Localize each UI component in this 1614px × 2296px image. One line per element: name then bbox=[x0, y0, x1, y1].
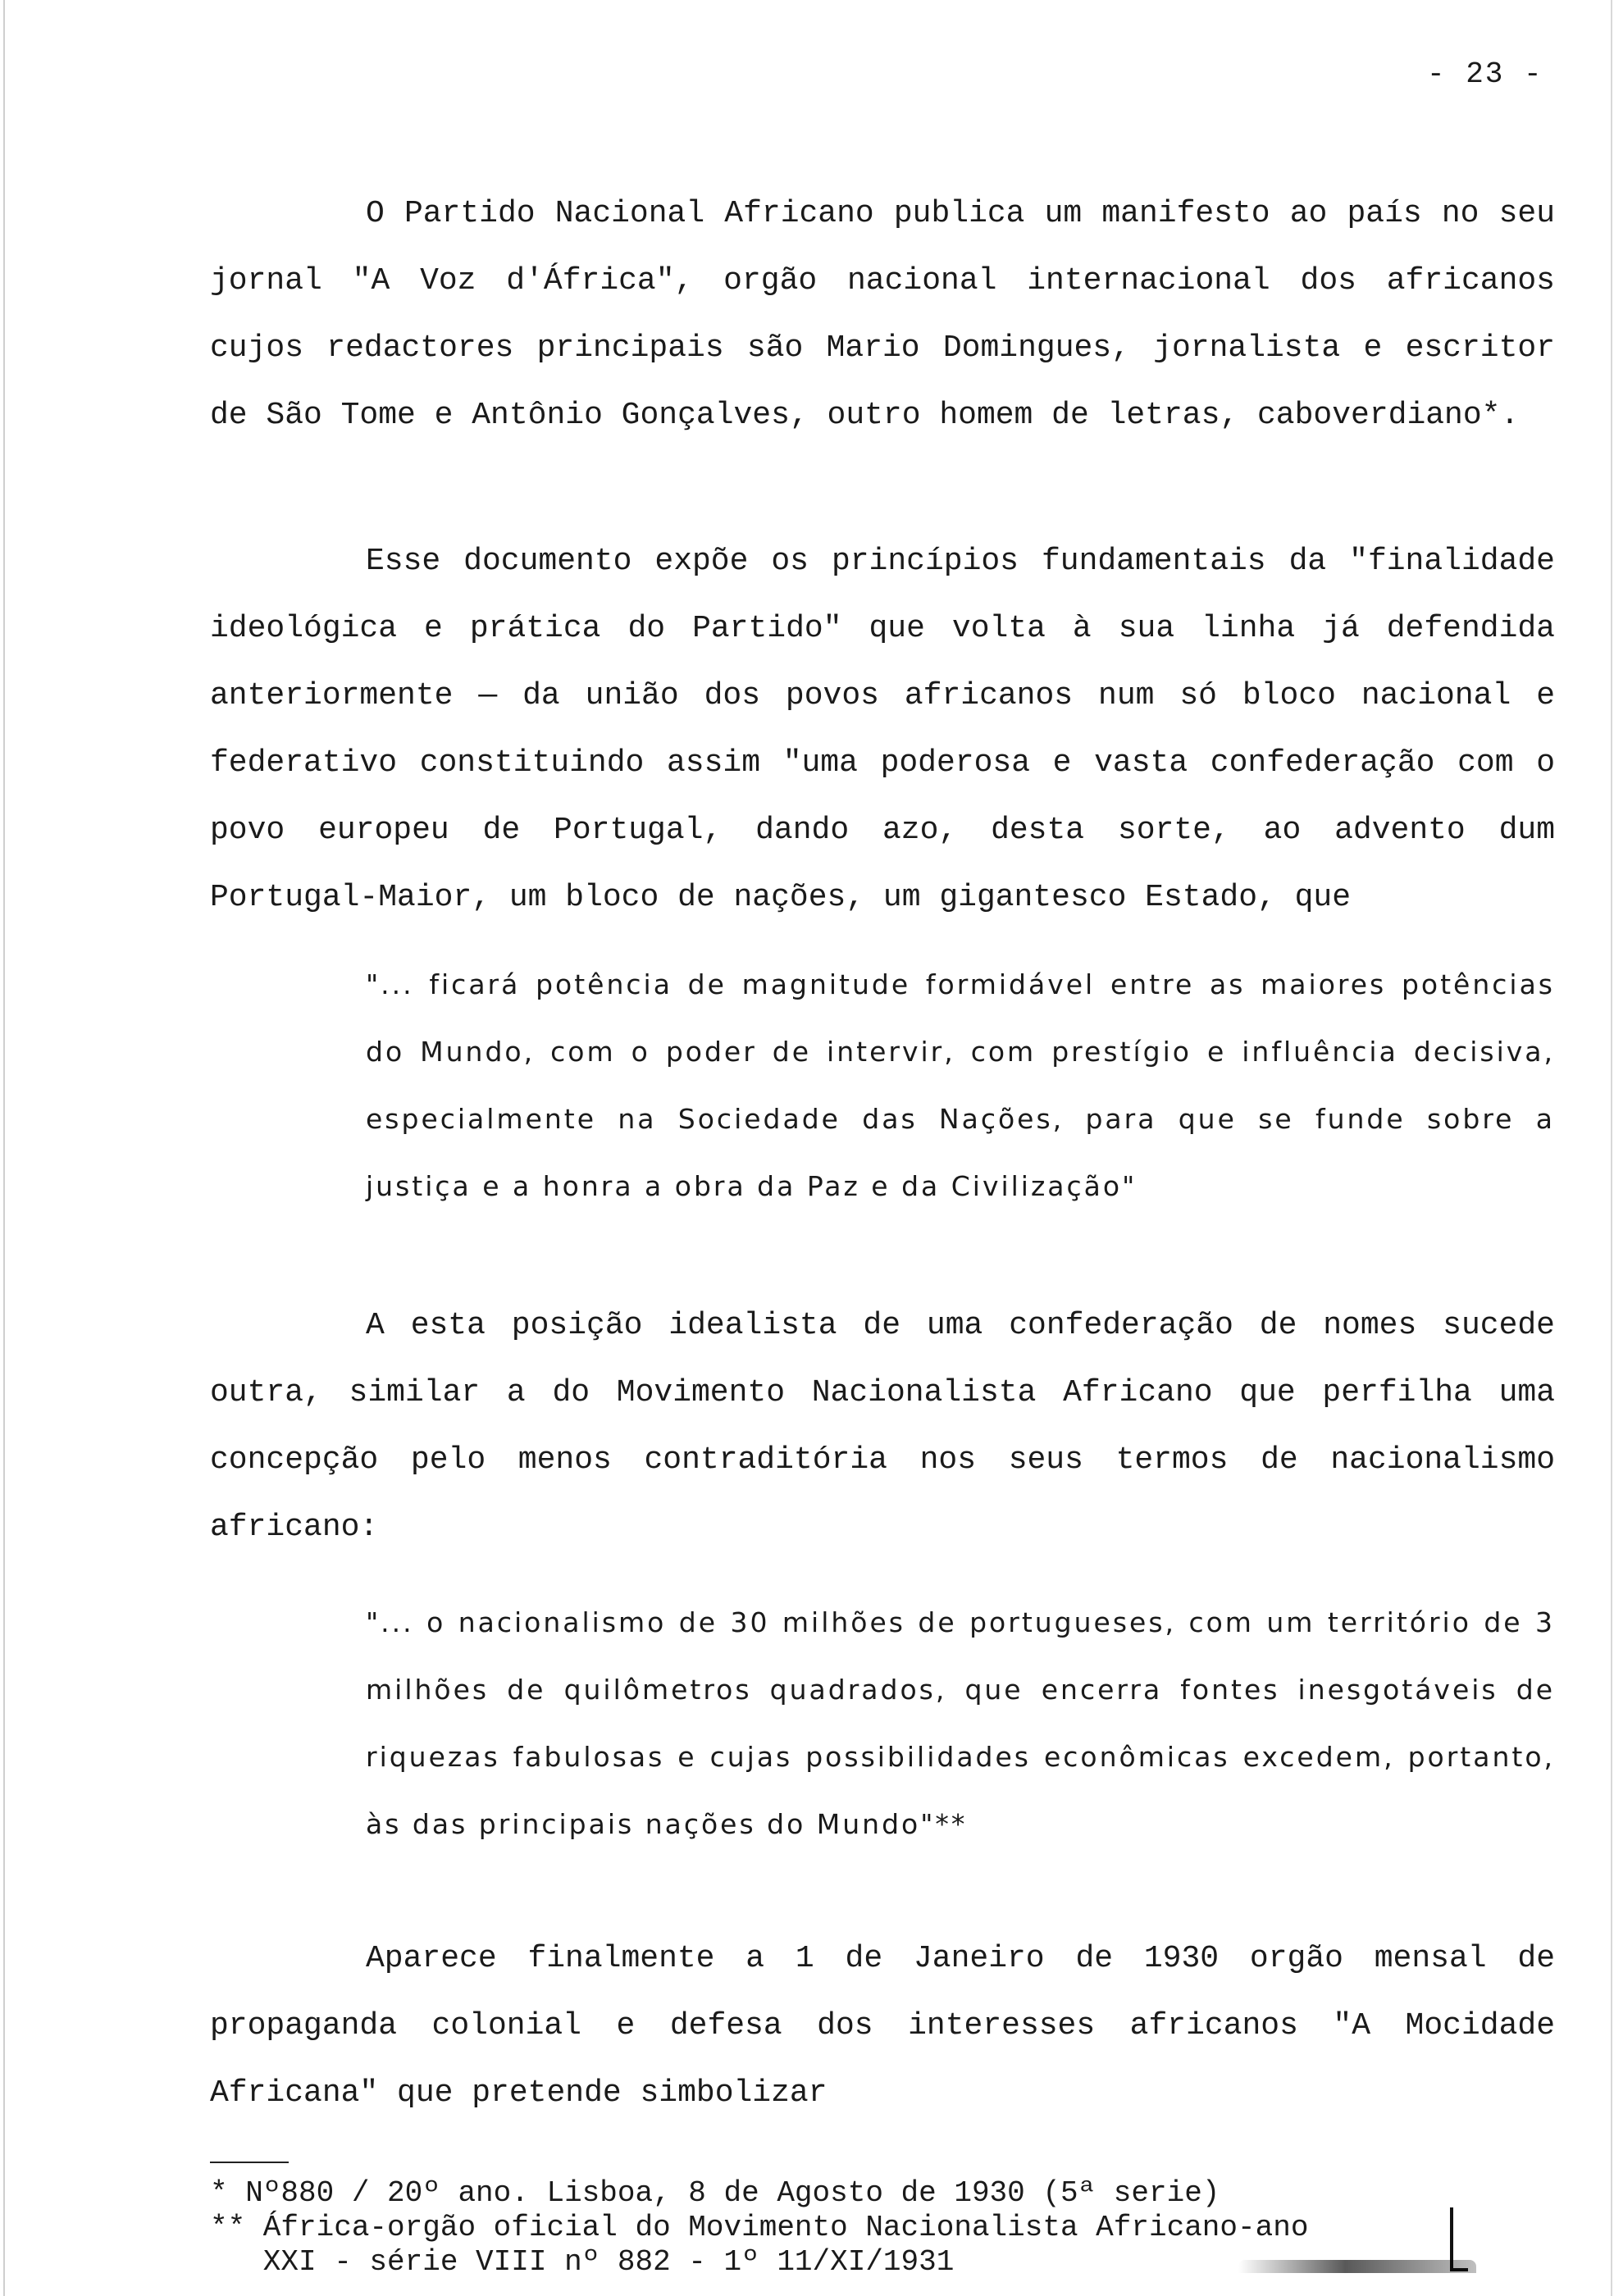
paragraph-2-text: Esse documento expõe os princípios fundamentais da "finalidade ideológica e prática do Partido" que volta à sua linha já defendida anteriormente — da união dos povos africanos num só bloco nacional e federativo constituindo assim "uma poderosa e vasta confederação com o povo europeu de Portugal, dando azo, desta sorte, ao advento dum Portugal-Maior, um bloco de nações, um gigantesco Estado, que bbox=[210, 544, 1555, 915]
paragraph-4-text: Aparece finalmente a 1 de Janeiro de 1930 orgão mensal de propaganda colonial e defesa dos interesses africanos "A Mocidade Africana" que pretende simbolizar bbox=[210, 1941, 1555, 2111]
page-right-edge bbox=[1611, 0, 1612, 2296]
paragraph-3-text: A esta posição idealista de uma confederação de nomes sucede outra, similar a do Movimento Nacionalista Africano que perfilha uma concepção pelo menos contraditória nos seus termos de nacionalismo africano: bbox=[210, 1308, 1555, 1545]
paragraph-1 bbox=[210, 180, 1555, 449]
block-quote-2: "... o nacionalismo de 30 milhões de portugueses, com um território de 3 milhões de quilômetros quadrados, que encerra fontes inesgotáveis de riquezas fabulosas e cujas possibilidades econômicas excedem, portanto, às das principais nações do Mundo"** bbox=[366, 1606, 1555, 1840]
footnote-1: * Nº880 / 20º ano. Lisboa, 8 de Agosto de 1930 (5ª serie) bbox=[210, 2176, 1220, 2210]
page-number: - 23 - bbox=[1427, 57, 1543, 91]
paragraph-1-text: O Partido Nacional Africano publica um manifesto ao país no seu jornal "A Voz d'África", orgão nacional internacional dos africanos cujos redactores principais são Mario Domingues, jornalista e escritor de São Tome e Antônio Gonçalves, outro homem de letras, caboverdiano*. bbox=[210, 196, 1555, 433]
footnote-separator bbox=[210, 2162, 289, 2163]
page-left-edge bbox=[3, 0, 5, 2296]
paragraph-3 bbox=[210, 1292, 1555, 1561]
paragraph-4 bbox=[210, 1925, 1555, 2127]
paragraph-2 bbox=[210, 528, 1555, 932]
footnote-2: ** África-orgão oficial do Movimento Nacionalista Africano-ano XXI - série VIII nº 882 - 1º 11/XI/1931 bbox=[210, 2211, 1309, 2279]
block-quote-1: "... ficará potência de magnitude formidável entre as maiores potências do Mundo, com o poder de intervir, com prestígio e influência decisiva, especialmente na Sociedade das Nações, para que se funde sobre a justiça e a honra a obra da Paz e da Civilização" bbox=[366, 968, 1555, 1202]
scan-smudge bbox=[1238, 2260, 1476, 2273]
